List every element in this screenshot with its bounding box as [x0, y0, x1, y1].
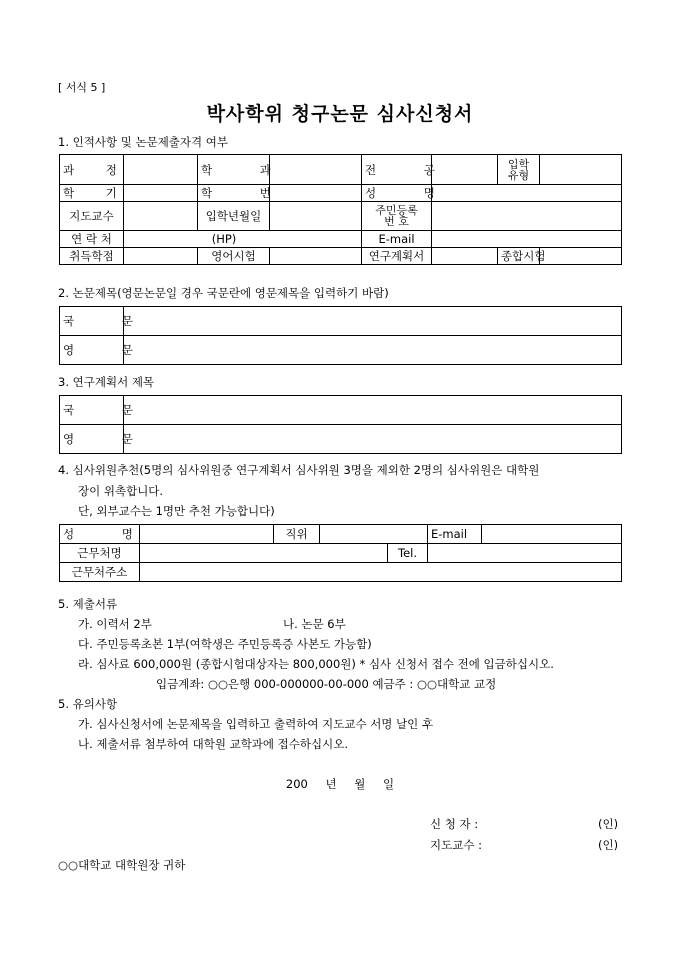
field-contact-hp[interactable]: (HP): [124, 231, 362, 248]
label-reviewer-position: 직위: [274, 525, 320, 544]
bank-account: 입금계좌: ○○은행 000-000000-00-000 예금주 : ○○대학교 교정: [156, 677, 497, 691]
label-email: E-mail: [362, 231, 432, 248]
field-reviewer-position[interactable]: [320, 525, 428, 544]
field-name[interactable]: [432, 185, 622, 202]
field-admission-type[interactable]: [540, 155, 622, 185]
label-reviewer-email: E-mail: [428, 525, 482, 544]
field-advisor[interactable]: [124, 202, 198, 231]
label-dept: 학 과: [198, 155, 270, 185]
section-1-heading: 1. 인적사항 및 논문제출자격 여부: [58, 135, 229, 149]
notes-heading: 5. 유의사항: [58, 697, 118, 711]
label-work-address: 근무처주소: [60, 563, 140, 582]
applicant-label: 신 청 자 :: [430, 817, 479, 831]
label-course: 과 정: [60, 155, 124, 185]
field-reviewer-email[interactable]: [482, 525, 622, 544]
reviewer-table: [59, 524, 622, 582]
form-tag: [ 서식 5 ]: [58, 81, 106, 94]
label-reviewer-name: 성 명: [60, 525, 140, 544]
label-thesis-english: 영 문: [60, 336, 124, 365]
field-plan-korean[interactable]: [124, 396, 622, 425]
doc-item-b: 나. 논문 6부: [283, 617, 346, 631]
label-admission-type: 입학 유형: [498, 155, 540, 185]
field-semester[interactable]: [124, 185, 198, 202]
advisor-label: 지도교수 :: [430, 838, 482, 852]
page-title: 박사학위 청구논문 심사신청서: [206, 103, 474, 125]
label-advisor: 지도교수: [60, 202, 124, 231]
label-workplace: 근무처명: [60, 544, 140, 563]
label-english-test: 영어시험: [198, 248, 270, 265]
section-2-heading: 2. 논문제목(영문논문일 경우 국문란에 영문제목을 입력하기 바람): [58, 286, 389, 300]
label-admission-date: 입학년월일: [198, 202, 270, 231]
thesis-title-table: [59, 306, 622, 365]
section-5-heading: 5. 제출서류: [58, 597, 118, 611]
research-plan-table: [59, 395, 622, 454]
note-item-b: 나. 제출서류 첨부하여 대학원 교학과에 접수하십시오.: [78, 737, 348, 751]
field-research-plan[interactable]: [432, 248, 498, 265]
field-reviewer-name[interactable]: [140, 525, 274, 544]
label-rrn: 주민등록 번 호: [362, 202, 432, 231]
section-4-heading-cont: 장이 위촉합니다.: [78, 484, 164, 498]
label-tel: Tel.: [388, 544, 428, 563]
doc-item-d: 라. 심사료 600,000원 (종합시험대상자는 800,000원) * 심사 신청서 접수 전에 입금하십시오.: [78, 657, 554, 671]
applicant-seal: (인): [598, 817, 619, 831]
section-3-heading: 3. 연구계획서 제목: [58, 375, 155, 389]
field-comprehensive-exam[interactable]: [540, 248, 622, 265]
field-workplace[interactable]: [140, 544, 388, 563]
label-research-plan: 연구계획서: [362, 248, 432, 265]
label-thesis-korean: 국 문: [60, 307, 124, 336]
label-plan-korean: 국 문: [60, 396, 124, 425]
label-semester: 학 기: [60, 185, 124, 202]
section-4-heading: 4. 심사위원추천(5명의 심사위원중 연구계획서 심사위원 3명을 제외한 2명의 심사위원은 대학원: [58, 463, 540, 477]
date-line: 200 년 월 일: [285, 777, 395, 791]
field-credits[interactable]: [124, 248, 198, 265]
advisor-seal: (인): [598, 838, 619, 852]
field-rrn[interactable]: [432, 202, 622, 231]
addressee: ○○대학교 대학원장 귀하: [58, 858, 186, 872]
doc-item-a: 가. 이력서 2부: [78, 617, 152, 631]
section-4-note: 단, 외부교수는 1명만 추천 가능합니다): [78, 504, 275, 518]
label-credits: 취득학점: [60, 248, 124, 265]
label-comprehensive-exam: 종합시험: [498, 248, 540, 265]
field-email[interactable]: [432, 231, 622, 248]
field-admission-date[interactable]: [270, 202, 362, 231]
field-english-test[interactable]: [270, 248, 362, 265]
label-name: 성 명: [362, 185, 432, 202]
field-course[interactable]: [124, 155, 198, 185]
label-major: 전 공: [362, 155, 432, 185]
label-plan-english: 영 문: [60, 425, 124, 454]
doc-item-c: 다. 주민등록초본 1부(여학생은 주민등록증 사본도 가능함): [78, 637, 372, 651]
field-tel[interactable]: [428, 544, 622, 563]
personal-info-table: [59, 154, 622, 265]
note-item-a: 가. 심사신청서에 논문제목을 입력하고 출력하여 지도교수 서명 날인 후: [78, 717, 434, 731]
field-work-address[interactable]: [140, 563, 622, 582]
field-thesis-korean[interactable]: [124, 307, 622, 336]
field-plan-english[interactable]: [124, 425, 622, 454]
field-thesis-english[interactable]: [124, 336, 622, 365]
label-student-no: 학 번: [198, 185, 270, 202]
label-contact: 연 락 처: [60, 231, 124, 248]
